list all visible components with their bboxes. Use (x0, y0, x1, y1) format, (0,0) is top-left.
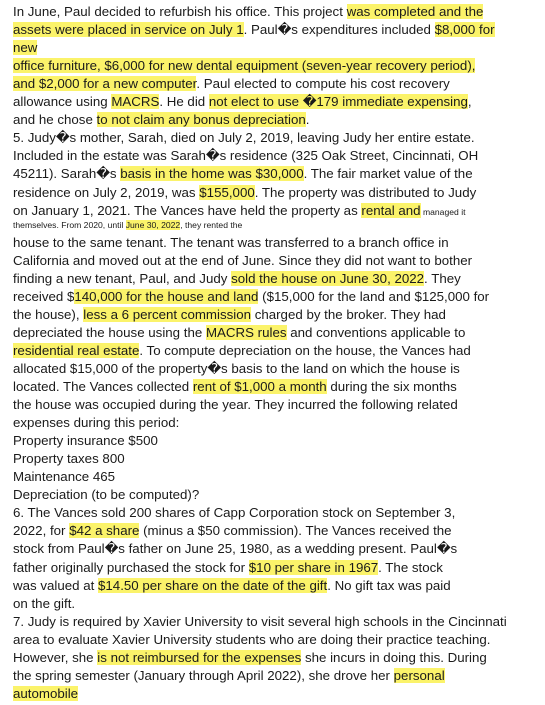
highlighted-text: basis in the home was $30,000 (120, 166, 304, 182)
highlighted-text: MACRS rules (205, 324, 287, 340)
text-run: . He did (159, 94, 209, 110)
text-run: , (467, 94, 472, 110)
text-run: . Paul elected to compute his cost recovery (196, 76, 450, 92)
text-line (13, 683, 78, 705)
text-run: Included in the estate was Sarah�s residence (325 Oak Street, Cincinnati, OH (13, 148, 479, 164)
text-run: . The property was distributed to Judy (254, 184, 477, 200)
highlighted-text: $155,000 (199, 184, 255, 200)
text-run: Depreciation (to be computed)? (13, 487, 200, 503)
text-run: , they rented the (180, 219, 243, 230)
text-run: . Paul�s expenditures included (243, 22, 435, 38)
text-run: during the six months (326, 379, 457, 394)
text-run: 5. Judy�s mother, Sarah, died on July 2, 2019, leaving Judy her entire estate. (13, 130, 475, 146)
highlighted-text: personal (393, 667, 445, 683)
text-run: on the gift. (13, 595, 76, 611)
text-run: Property insurance $500 (13, 433, 158, 449)
text-run: the spring semester (January through April 2022), she drove her (13, 667, 394, 683)
highlighted-text: to not claim any bonus depreciation (96, 112, 306, 128)
highlighted-text: 140,000 for the house and land (74, 288, 259, 304)
text-run: stock from Paul�s father on June 25, 1980, as a wedding present. Paul�s (13, 541, 458, 557)
text-run: . The fair market value of the (303, 166, 473, 182)
text-run: finding a new tenant, Paul, and Judy (13, 270, 232, 286)
text-run: received $ (13, 288, 75, 304)
text-run: father originally purchased the stock for (13, 559, 249, 575)
text-run: 2022, for (13, 523, 70, 539)
text-run: California and moved out at the end of June. Since they did not want to bother (13, 252, 473, 268)
text-line (13, 218, 242, 232)
text-run: located. The Vances collected (13, 379, 193, 394)
text-run: . The stock (378, 559, 443, 575)
highlighted-text: MACRS (111, 94, 160, 110)
text-run: 6. The Vances sold 200 shares of Capp Corporation stock on September 3, (13, 505, 456, 521)
highlighted-text: not elect to use �179 immediate expensing (208, 94, 468, 110)
highlighted-text: rent of $1,000 a month (192, 379, 327, 394)
highlighted-text: assets were placed in service on July 1 (13, 22, 244, 38)
highlighted-text: $10 per share in 1967 (248, 559, 379, 575)
text-run: charged by the broker. They had (251, 306, 446, 322)
text-run: allowance using (13, 94, 112, 110)
text-run: was valued at (13, 577, 99, 593)
highlighted-text: June 30, 2022 (125, 219, 181, 230)
text-run: managed it (420, 206, 466, 217)
text-run: she incurs in doing this. During (301, 649, 487, 665)
text-run: . No gift tax was paid (327, 577, 451, 593)
text-run: (minus a $50 commission). The Vances received the (139, 523, 452, 539)
text-run: 45211). Sarah�s (13, 166, 121, 182)
text-line (13, 19, 495, 41)
highlighted-text: automobile (13, 685, 79, 701)
highlighted-text: $14.50 per share on the date of the gift (98, 577, 328, 593)
text-run: However, she (13, 649, 98, 665)
text-run: and he chose (13, 112, 97, 128)
text-run: expenses during this period: (13, 415, 180, 431)
highlighted-text: rental and (361, 202, 421, 218)
text-run: . To compute depreciation on the house, the Vances had (139, 342, 471, 358)
text-run: the house was occupied during the year. They incurred the following related (13, 397, 458, 413)
highlighted-text: office furniture, $6,000 for new dental equipment (seven-year recovery period), (13, 58, 476, 74)
text-run: . They (424, 270, 461, 286)
text-run: residence on July 2, 2019, was (13, 184, 200, 200)
text-run: ($15,000 for the land and $125,000 for (258, 288, 490, 304)
highlighted-text: and $2,000 for a new computer (13, 76, 197, 92)
highlighted-text: is not reimbursed for the expenses (97, 649, 302, 665)
text-run: themselves. From 2020, until (13, 219, 126, 230)
highlighted-text: sold the house on June 30, 2022 (231, 270, 425, 286)
text-line (13, 575, 451, 597)
highlighted-text: new (13, 40, 38, 56)
text-run: house to the same tenant. The tenant was transferred to a branch office in (13, 234, 449, 250)
highlighted-text: residential real estate (13, 342, 140, 358)
text-run: on January 1, 2021. The Vances have held the property as (13, 202, 362, 218)
text-run: In June, Paul decided to refurbish his office. This project (13, 4, 347, 19)
text-run: 7. Judy is required by Xavier University to visit several high schools in the Cincinnati (13, 613, 507, 629)
text-run: allocated $15,000 of the property�s basis to the land on which the house is (13, 360, 460, 376)
highlighted-text: $42 a share (69, 523, 140, 539)
highlighted-text: $8,000 for (434, 22, 495, 38)
text-run: area to evaluate Xavier University students who are doing their practice teaching. (13, 631, 491, 647)
text-run: and conventions applicable to (286, 324, 466, 340)
text-run: Property taxes 800 (13, 451, 125, 467)
highlighted-text: less a 6 percent commission (83, 306, 251, 322)
text-run: Maintenance 465 (13, 469, 116, 485)
text-run: depreciated the house using the (13, 324, 206, 340)
highlighted-text: was completed and the (346, 4, 484, 19)
text-run: the house), (13, 306, 84, 322)
text-run: . (305, 112, 310, 128)
